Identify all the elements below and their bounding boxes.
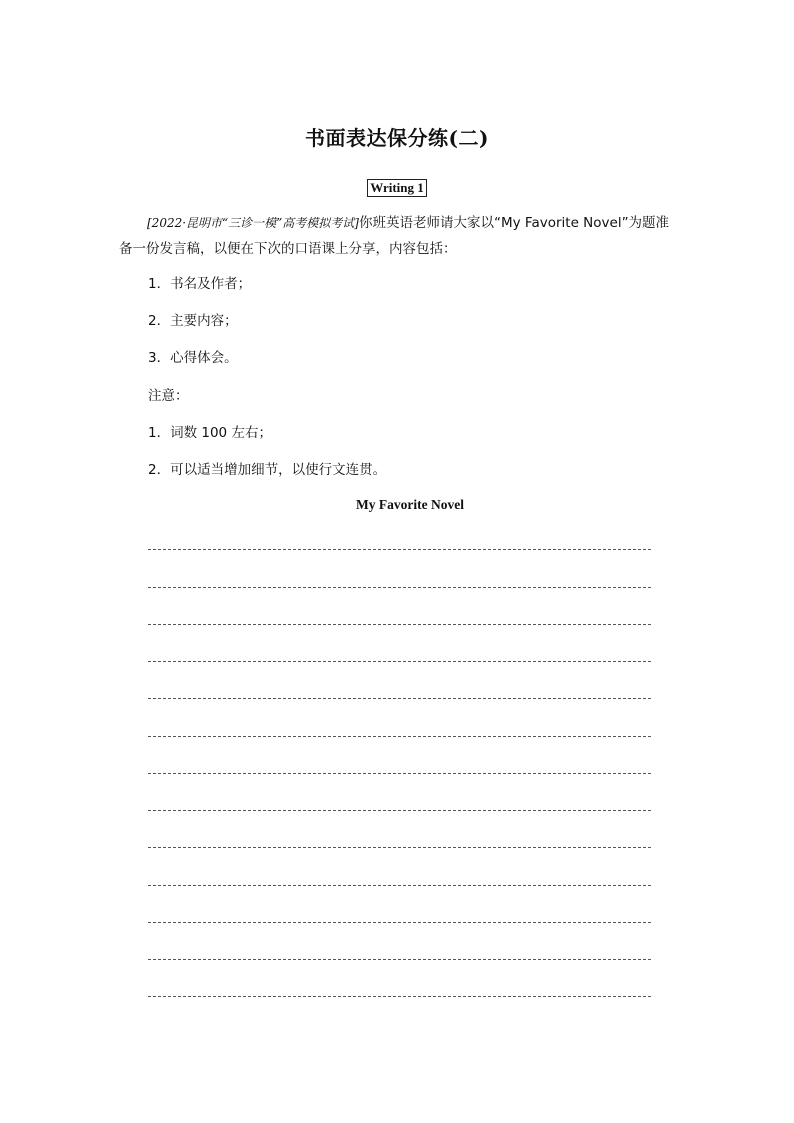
writing-line[interactable]: [148, 996, 651, 997]
notes-label: 注意：: [148, 388, 189, 404]
writing-line[interactable]: [148, 810, 651, 811]
prompt-paragraph: [119, 210, 679, 262]
writing-line[interactable]: [148, 922, 651, 923]
writing-line[interactable]: [148, 549, 651, 550]
note-item-2: 2．可以适当增加细节，以使行文连贯。: [148, 462, 387, 478]
writing-line[interactable]: [148, 736, 651, 737]
content-item-3: 3．心得体会。: [148, 350, 238, 366]
writing-line[interactable]: [148, 847, 651, 848]
writing-line[interactable]: [148, 661, 651, 662]
section-tag-label: Writing 1: [367, 179, 427, 197]
writing-line[interactable]: [148, 624, 651, 625]
writing-line[interactable]: [148, 959, 651, 960]
writing-line[interactable]: [148, 587, 651, 588]
writing-line[interactable]: [148, 885, 651, 886]
content-item-1: 1．书名及作者；: [148, 276, 252, 292]
page-title: 书面表达保分练(二): [305, 126, 489, 150]
content-item-2: 2．主要内容；: [148, 313, 238, 329]
section-tag: [0, 177, 794, 197]
writing-line[interactable]: [148, 773, 651, 774]
prompt-text: 你班英语老师请大家以“My Favorite Novel”为题准备一份发言稿，以便在下次的口语课上分享，内容包括：: [119, 215, 670, 257]
prompt-source: [2022·昆明市“三诊一模”高考模拟考试]: [147, 216, 359, 230]
writing-line[interactable]: [148, 698, 651, 699]
essay-title: My Favorite Novel: [356, 497, 464, 512]
note-item-1: 1．词数 100 左右；: [148, 425, 272, 441]
